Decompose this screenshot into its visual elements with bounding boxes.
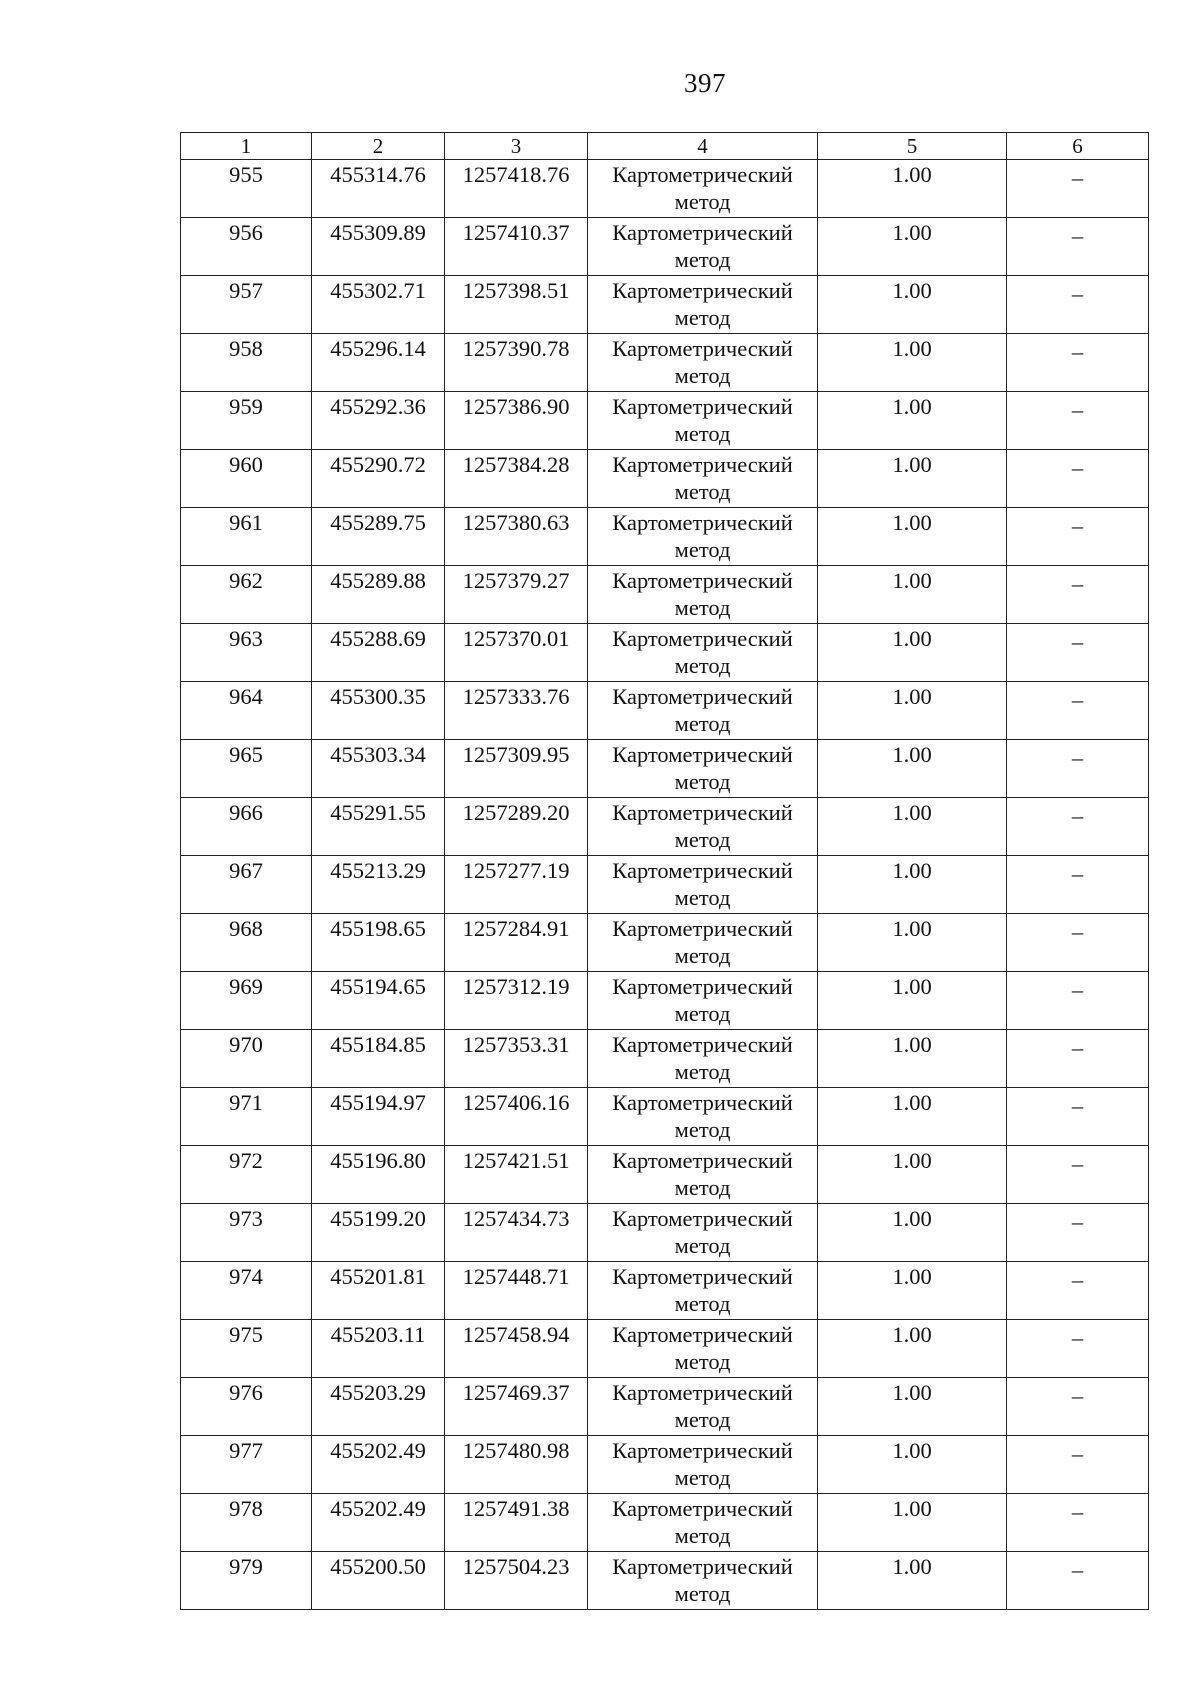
method-line-1: Картометрический bbox=[612, 1206, 793, 1231]
accuracy-cell: 1.00 bbox=[818, 1030, 1007, 1088]
accuracy-cell: 1.00 bbox=[818, 1494, 1007, 1552]
x-coordinate-cell: 455291.55 bbox=[312, 798, 445, 856]
accuracy-cell: 1.00 bbox=[818, 682, 1007, 740]
note-cell: – bbox=[1007, 1494, 1149, 1552]
table-row bbox=[181, 450, 1149, 508]
method-line-1: Картометрический bbox=[612, 510, 793, 535]
method-cell bbox=[588, 798, 818, 856]
y-coordinate-cell: 1257418.76 bbox=[445, 160, 588, 218]
accuracy-cell: 1.00 bbox=[818, 508, 1007, 566]
method-line-1: Картометрический bbox=[612, 1496, 793, 1521]
note-cell: – bbox=[1007, 1088, 1149, 1146]
note-cell: – bbox=[1007, 1262, 1149, 1320]
accuracy-cell: 1.00 bbox=[818, 334, 1007, 392]
accuracy-cell: 1.00 bbox=[818, 740, 1007, 798]
method-cell bbox=[588, 1320, 818, 1378]
method-line-2: метод bbox=[674, 827, 731, 852]
table-row bbox=[181, 160, 1149, 218]
point-number-cell: 959 bbox=[181, 392, 312, 450]
table-row bbox=[181, 1436, 1149, 1494]
table-row bbox=[181, 1320, 1149, 1378]
note-cell: – bbox=[1007, 972, 1149, 1030]
point-number-cell: 963 bbox=[181, 624, 312, 682]
table-row bbox=[181, 218, 1149, 276]
point-number-cell: 975 bbox=[181, 1320, 312, 1378]
method-line-2: метод bbox=[674, 1407, 731, 1432]
method-line-2: метод bbox=[674, 1581, 731, 1606]
x-coordinate-cell: 455314.76 bbox=[312, 160, 445, 218]
y-coordinate-cell: 1257458.94 bbox=[445, 1320, 588, 1378]
y-coordinate-cell: 1257284.91 bbox=[445, 914, 588, 972]
method-cell bbox=[588, 1204, 818, 1262]
note-cell: – bbox=[1007, 798, 1149, 856]
point-number-cell: 969 bbox=[181, 972, 312, 1030]
method-line-2: метод bbox=[674, 305, 731, 330]
table-row bbox=[181, 508, 1149, 566]
page-number: 397 bbox=[684, 68, 726, 98]
accuracy-cell: 1.00 bbox=[818, 1436, 1007, 1494]
x-coordinate-cell: 455199.20 bbox=[312, 1204, 445, 1262]
point-number-cell: 972 bbox=[181, 1146, 312, 1204]
table-row bbox=[181, 566, 1149, 624]
y-coordinate-cell: 1257398.51 bbox=[445, 276, 588, 334]
method-cell bbox=[588, 972, 818, 1030]
table-row bbox=[181, 1262, 1149, 1320]
method-line-2: метод bbox=[674, 1291, 731, 1316]
accuracy-cell: 1.00 bbox=[818, 160, 1007, 218]
x-coordinate-cell: 455203.11 bbox=[312, 1320, 445, 1378]
method-line-1: Картометрический bbox=[612, 452, 793, 477]
method-cell bbox=[588, 1378, 818, 1436]
method-cell bbox=[588, 218, 818, 276]
point-number-cell: 974 bbox=[181, 1262, 312, 1320]
point-number-cell: 966 bbox=[181, 798, 312, 856]
column-header: 1 bbox=[181, 133, 312, 160]
point-number-cell: 970 bbox=[181, 1030, 312, 1088]
note-cell: – bbox=[1007, 1436, 1149, 1494]
point-number-cell: 955 bbox=[181, 160, 312, 218]
method-cell bbox=[588, 624, 818, 682]
method-cell bbox=[588, 682, 818, 740]
method-line-1: Картометрический bbox=[612, 974, 793, 999]
method-line-2: метод bbox=[674, 885, 731, 910]
method-cell bbox=[588, 1030, 818, 1088]
y-coordinate-cell: 1257421.51 bbox=[445, 1146, 588, 1204]
x-coordinate-cell: 455202.49 bbox=[312, 1494, 445, 1552]
method-line-2: метод bbox=[674, 247, 731, 272]
y-coordinate-cell: 1257410.37 bbox=[445, 218, 588, 276]
table-row bbox=[181, 682, 1149, 740]
accuracy-cell: 1.00 bbox=[818, 1378, 1007, 1436]
method-line-2: метод bbox=[674, 1233, 731, 1258]
accuracy-cell: 1.00 bbox=[818, 1204, 1007, 1262]
point-number-cell: 964 bbox=[181, 682, 312, 740]
note-cell: – bbox=[1007, 740, 1149, 798]
method-line-1: Картометрический bbox=[612, 626, 793, 651]
accuracy-cell: 1.00 bbox=[818, 856, 1007, 914]
method-line-2: метод bbox=[674, 189, 731, 214]
method-cell bbox=[588, 1262, 818, 1320]
method-cell bbox=[588, 1552, 818, 1610]
point-number-cell: 978 bbox=[181, 1494, 312, 1552]
method-line-1: Картометрический bbox=[612, 1380, 793, 1405]
note-cell: – bbox=[1007, 1378, 1149, 1436]
method-line-1: Картометрический bbox=[612, 1322, 793, 1347]
point-number-cell: 979 bbox=[181, 1552, 312, 1610]
point-number-cell: 961 bbox=[181, 508, 312, 566]
column-header: 3 bbox=[445, 133, 588, 160]
method-line-1: Картометрический bbox=[612, 162, 793, 187]
method-cell bbox=[588, 276, 818, 334]
method-line-2: метод bbox=[674, 769, 731, 794]
table-row bbox=[181, 1378, 1149, 1436]
table-row bbox=[181, 1030, 1149, 1088]
method-cell bbox=[588, 1494, 818, 1552]
accuracy-cell: 1.00 bbox=[818, 914, 1007, 972]
accuracy-cell: 1.00 bbox=[818, 450, 1007, 508]
note-cell: – bbox=[1007, 1552, 1149, 1610]
method-line-1: Картометрический bbox=[612, 1032, 793, 1057]
x-coordinate-cell: 455303.34 bbox=[312, 740, 445, 798]
x-coordinate-cell: 455302.71 bbox=[312, 276, 445, 334]
method-line-2: метод bbox=[674, 479, 731, 504]
x-coordinate-cell: 455201.81 bbox=[312, 1262, 445, 1320]
method-cell bbox=[588, 508, 818, 566]
table-row bbox=[181, 1146, 1149, 1204]
x-coordinate-cell: 455200.50 bbox=[312, 1552, 445, 1610]
method-line-2: метод bbox=[674, 421, 731, 446]
table-row bbox=[181, 972, 1149, 1030]
x-coordinate-cell: 455184.85 bbox=[312, 1030, 445, 1088]
method-line-1: Картометрический bbox=[612, 684, 793, 709]
x-coordinate-cell: 455289.75 bbox=[312, 508, 445, 566]
accuracy-cell: 1.00 bbox=[818, 798, 1007, 856]
accuracy-cell: 1.00 bbox=[818, 566, 1007, 624]
method-line-1: Картометрический bbox=[612, 568, 793, 593]
note-cell: – bbox=[1007, 1320, 1149, 1378]
x-coordinate-cell: 455300.35 bbox=[312, 682, 445, 740]
method-cell bbox=[588, 1146, 818, 1204]
x-coordinate-cell: 455194.65 bbox=[312, 972, 445, 1030]
method-line-2: метод bbox=[674, 363, 731, 388]
accuracy-cell: 1.00 bbox=[818, 218, 1007, 276]
table-row bbox=[181, 914, 1149, 972]
method-cell bbox=[588, 450, 818, 508]
x-coordinate-cell: 455198.65 bbox=[312, 914, 445, 972]
method-line-2: метод bbox=[674, 1523, 731, 1548]
point-number-cell: 960 bbox=[181, 450, 312, 508]
table-row bbox=[181, 798, 1149, 856]
y-coordinate-cell: 1257491.38 bbox=[445, 1494, 588, 1552]
method-cell bbox=[588, 856, 818, 914]
method-line-2: метод bbox=[674, 943, 731, 968]
accuracy-cell: 1.00 bbox=[818, 1320, 1007, 1378]
point-number-cell: 967 bbox=[181, 856, 312, 914]
y-coordinate-cell: 1257434.73 bbox=[445, 1204, 588, 1262]
y-coordinate-cell: 1257390.78 bbox=[445, 334, 588, 392]
header-row bbox=[181, 133, 1149, 160]
method-line-1: Картометрический bbox=[612, 1148, 793, 1173]
x-coordinate-cell: 455296.14 bbox=[312, 334, 445, 392]
method-cell bbox=[588, 160, 818, 218]
note-cell: – bbox=[1007, 334, 1149, 392]
x-coordinate-cell: 455290.72 bbox=[312, 450, 445, 508]
y-coordinate-cell: 1257312.19 bbox=[445, 972, 588, 1030]
note-cell: – bbox=[1007, 160, 1149, 218]
y-coordinate-cell: 1257379.27 bbox=[445, 566, 588, 624]
x-coordinate-cell: 455288.69 bbox=[312, 624, 445, 682]
method-cell bbox=[588, 1436, 818, 1494]
accuracy-cell: 1.00 bbox=[818, 624, 1007, 682]
method-line-1: Картометрический bbox=[612, 858, 793, 883]
point-number-cell: 957 bbox=[181, 276, 312, 334]
y-coordinate-cell: 1257353.31 bbox=[445, 1030, 588, 1088]
method-line-2: метод bbox=[674, 711, 731, 736]
point-number-cell: 971 bbox=[181, 1088, 312, 1146]
method-line-2: метод bbox=[674, 1059, 731, 1084]
method-line-1: Картометрический bbox=[612, 336, 793, 361]
y-coordinate-cell: 1257448.71 bbox=[445, 1262, 588, 1320]
y-coordinate-cell: 1257386.90 bbox=[445, 392, 588, 450]
method-cell bbox=[588, 1088, 818, 1146]
note-cell: – bbox=[1007, 856, 1149, 914]
table-row bbox=[181, 1088, 1149, 1146]
table-row bbox=[181, 276, 1149, 334]
method-line-1: Картометрический bbox=[612, 220, 793, 245]
method-line-2: метод bbox=[674, 1175, 731, 1200]
note-cell: – bbox=[1007, 218, 1149, 276]
method-cell bbox=[588, 740, 818, 798]
y-coordinate-cell: 1257480.98 bbox=[445, 1436, 588, 1494]
accuracy-cell: 1.00 bbox=[818, 276, 1007, 334]
table-row bbox=[181, 1552, 1149, 1610]
accuracy-cell: 1.00 bbox=[818, 392, 1007, 450]
x-coordinate-cell: 455203.29 bbox=[312, 1378, 445, 1436]
method-line-2: метод bbox=[674, 653, 731, 678]
note-cell: – bbox=[1007, 450, 1149, 508]
point-number-cell: 976 bbox=[181, 1378, 312, 1436]
method-cell bbox=[588, 334, 818, 392]
accuracy-cell: 1.00 bbox=[818, 1552, 1007, 1610]
table-row bbox=[181, 334, 1149, 392]
point-number-cell: 956 bbox=[181, 218, 312, 276]
method-line-2: метод bbox=[674, 537, 731, 562]
note-cell: – bbox=[1007, 1030, 1149, 1088]
method-line-2: метод bbox=[674, 1349, 731, 1374]
note-cell: – bbox=[1007, 1146, 1149, 1204]
x-coordinate-cell: 455194.97 bbox=[312, 1088, 445, 1146]
point-number-cell: 968 bbox=[181, 914, 312, 972]
point-number-cell: 965 bbox=[181, 740, 312, 798]
note-cell: – bbox=[1007, 682, 1149, 740]
column-header: 5 bbox=[818, 133, 1007, 160]
y-coordinate-cell: 1257309.95 bbox=[445, 740, 588, 798]
point-number-cell: 958 bbox=[181, 334, 312, 392]
method-line-2: метод bbox=[674, 1001, 731, 1026]
table-row bbox=[181, 1204, 1149, 1262]
method-cell bbox=[588, 914, 818, 972]
point-number-cell: 962 bbox=[181, 566, 312, 624]
method-line-1: Картометрический bbox=[612, 1090, 793, 1115]
table-row bbox=[181, 392, 1149, 450]
y-coordinate-cell: 1257380.63 bbox=[445, 508, 588, 566]
table-row bbox=[181, 856, 1149, 914]
method-line-2: метод bbox=[674, 1465, 731, 1490]
table-row bbox=[181, 624, 1149, 682]
x-coordinate-cell: 455213.29 bbox=[312, 856, 445, 914]
table-body bbox=[181, 160, 1149, 1610]
y-coordinate-cell: 1257504.23 bbox=[445, 1552, 588, 1610]
note-cell: – bbox=[1007, 1204, 1149, 1262]
note-cell: – bbox=[1007, 914, 1149, 972]
method-line-1: Картометрический bbox=[612, 1438, 793, 1463]
method-line-1: Картометрический bbox=[612, 278, 793, 303]
y-coordinate-cell: 1257469.37 bbox=[445, 1378, 588, 1436]
y-coordinate-cell: 1257289.20 bbox=[445, 798, 588, 856]
method-line-1: Картометрический bbox=[612, 1264, 793, 1289]
table-header bbox=[181, 133, 1149, 160]
y-coordinate-cell: 1257277.19 bbox=[445, 856, 588, 914]
x-coordinate-cell: 455196.80 bbox=[312, 1146, 445, 1204]
x-coordinate-cell: 455289.88 bbox=[312, 566, 445, 624]
note-cell: – bbox=[1007, 624, 1149, 682]
y-coordinate-cell: 1257384.28 bbox=[445, 450, 588, 508]
note-cell: – bbox=[1007, 276, 1149, 334]
note-cell: – bbox=[1007, 508, 1149, 566]
point-number-cell: 977 bbox=[181, 1436, 312, 1494]
accuracy-cell: 1.00 bbox=[818, 1088, 1007, 1146]
method-line-1: Картометрический bbox=[612, 1554, 793, 1579]
method-line-1: Картометрический bbox=[612, 742, 793, 767]
y-coordinate-cell: 1257406.16 bbox=[445, 1088, 588, 1146]
accuracy-cell: 1.00 bbox=[818, 1262, 1007, 1320]
method-line-1: Картометрический bbox=[612, 916, 793, 941]
method-cell bbox=[588, 566, 818, 624]
y-coordinate-cell: 1257370.01 bbox=[445, 624, 588, 682]
table-row bbox=[181, 1494, 1149, 1552]
note-cell: – bbox=[1007, 566, 1149, 624]
accuracy-cell: 1.00 bbox=[818, 1146, 1007, 1204]
table-row bbox=[181, 740, 1149, 798]
coordinates-table bbox=[180, 132, 1149, 1610]
method-line-2: метод bbox=[674, 1117, 731, 1142]
point-number-cell: 973 bbox=[181, 1204, 312, 1262]
column-header: 2 bbox=[312, 133, 445, 160]
x-coordinate-cell: 455292.36 bbox=[312, 392, 445, 450]
y-coordinate-cell: 1257333.76 bbox=[445, 682, 588, 740]
column-header: 4 bbox=[588, 133, 818, 160]
x-coordinate-cell: 455309.89 bbox=[312, 218, 445, 276]
method-line-1: Картометрический bbox=[612, 394, 793, 419]
method-cell bbox=[588, 392, 818, 450]
method-line-1: Картометрический bbox=[612, 800, 793, 825]
note-cell: – bbox=[1007, 392, 1149, 450]
x-coordinate-cell: 455202.49 bbox=[312, 1436, 445, 1494]
accuracy-cell: 1.00 bbox=[818, 972, 1007, 1030]
column-header: 6 bbox=[1007, 133, 1149, 160]
method-line-2: метод bbox=[674, 595, 731, 620]
